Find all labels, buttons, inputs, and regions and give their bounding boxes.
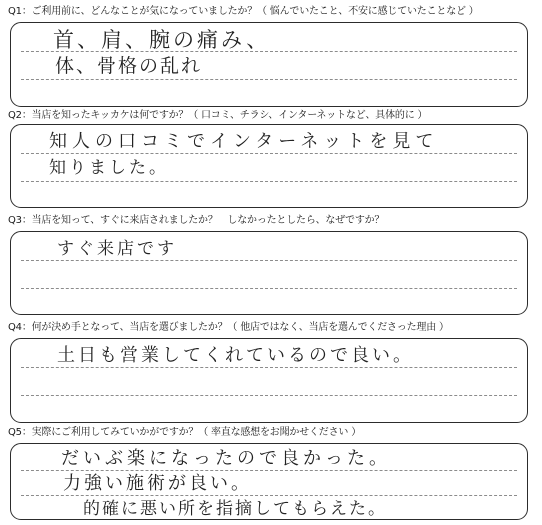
ruled-line (21, 260, 517, 261)
ruled-line (21, 288, 517, 289)
answer-box-4 (10, 338, 528, 423)
ruled-line (21, 181, 517, 182)
answer-5-line-3: 的確に悪い所を指摘してもらえた。 (83, 499, 387, 519)
ruled-line (21, 367, 517, 368)
question-1-label: Q1：ご利用前に、どんなことが気になっていましたか？（ 悩んでいたこと、不安に感じていたことなど ） (8, 6, 479, 17)
answer-1-line-1: 首、肩、腕の痛み、 (53, 28, 271, 52)
answer-4-line-1: 土日も営業してくれているので良い。 (57, 345, 414, 366)
ruled-line (21, 395, 517, 396)
answer-1-line-2: 体、骨格の乱れ (55, 55, 203, 77)
answer-2-line-1: 知人の口コミでインターネットを見て (49, 131, 439, 152)
answer-box-3 (10, 231, 528, 315)
question-3-label: Q3：当店を知って、すぐに来店されましたか？ しなかったとしたら、なぜですか？ (8, 215, 385, 226)
answer-3-line-1: すぐ来店です (57, 239, 177, 259)
answer-5-line-1: だいぶ楽になったので良かった。 (61, 448, 391, 469)
question-2-label: Q2：当店を知ったキッカケは何ですか？（ 口コミ、チラシ、インターネットなど、具体的に ） (8, 110, 428, 121)
answer-5-line-2: 力強い施術が良い。 (63, 473, 252, 494)
answer-box-1 (10, 22, 528, 107)
question-4-label: Q4：何が決め手となって、当店を選びましたか？（ 他店ではなく、当店を選んでくださった理由 ） (8, 322, 449, 333)
answer-box-5 (10, 443, 528, 520)
answer-box-2 (10, 124, 528, 208)
question-5-label: Q5：実際にご利用してみていかがですか？（ 率直な感想をお聞かせください ） (8, 427, 361, 438)
answer-2-line-2: 知りました。 (49, 158, 169, 178)
ruled-line (21, 79, 517, 80)
